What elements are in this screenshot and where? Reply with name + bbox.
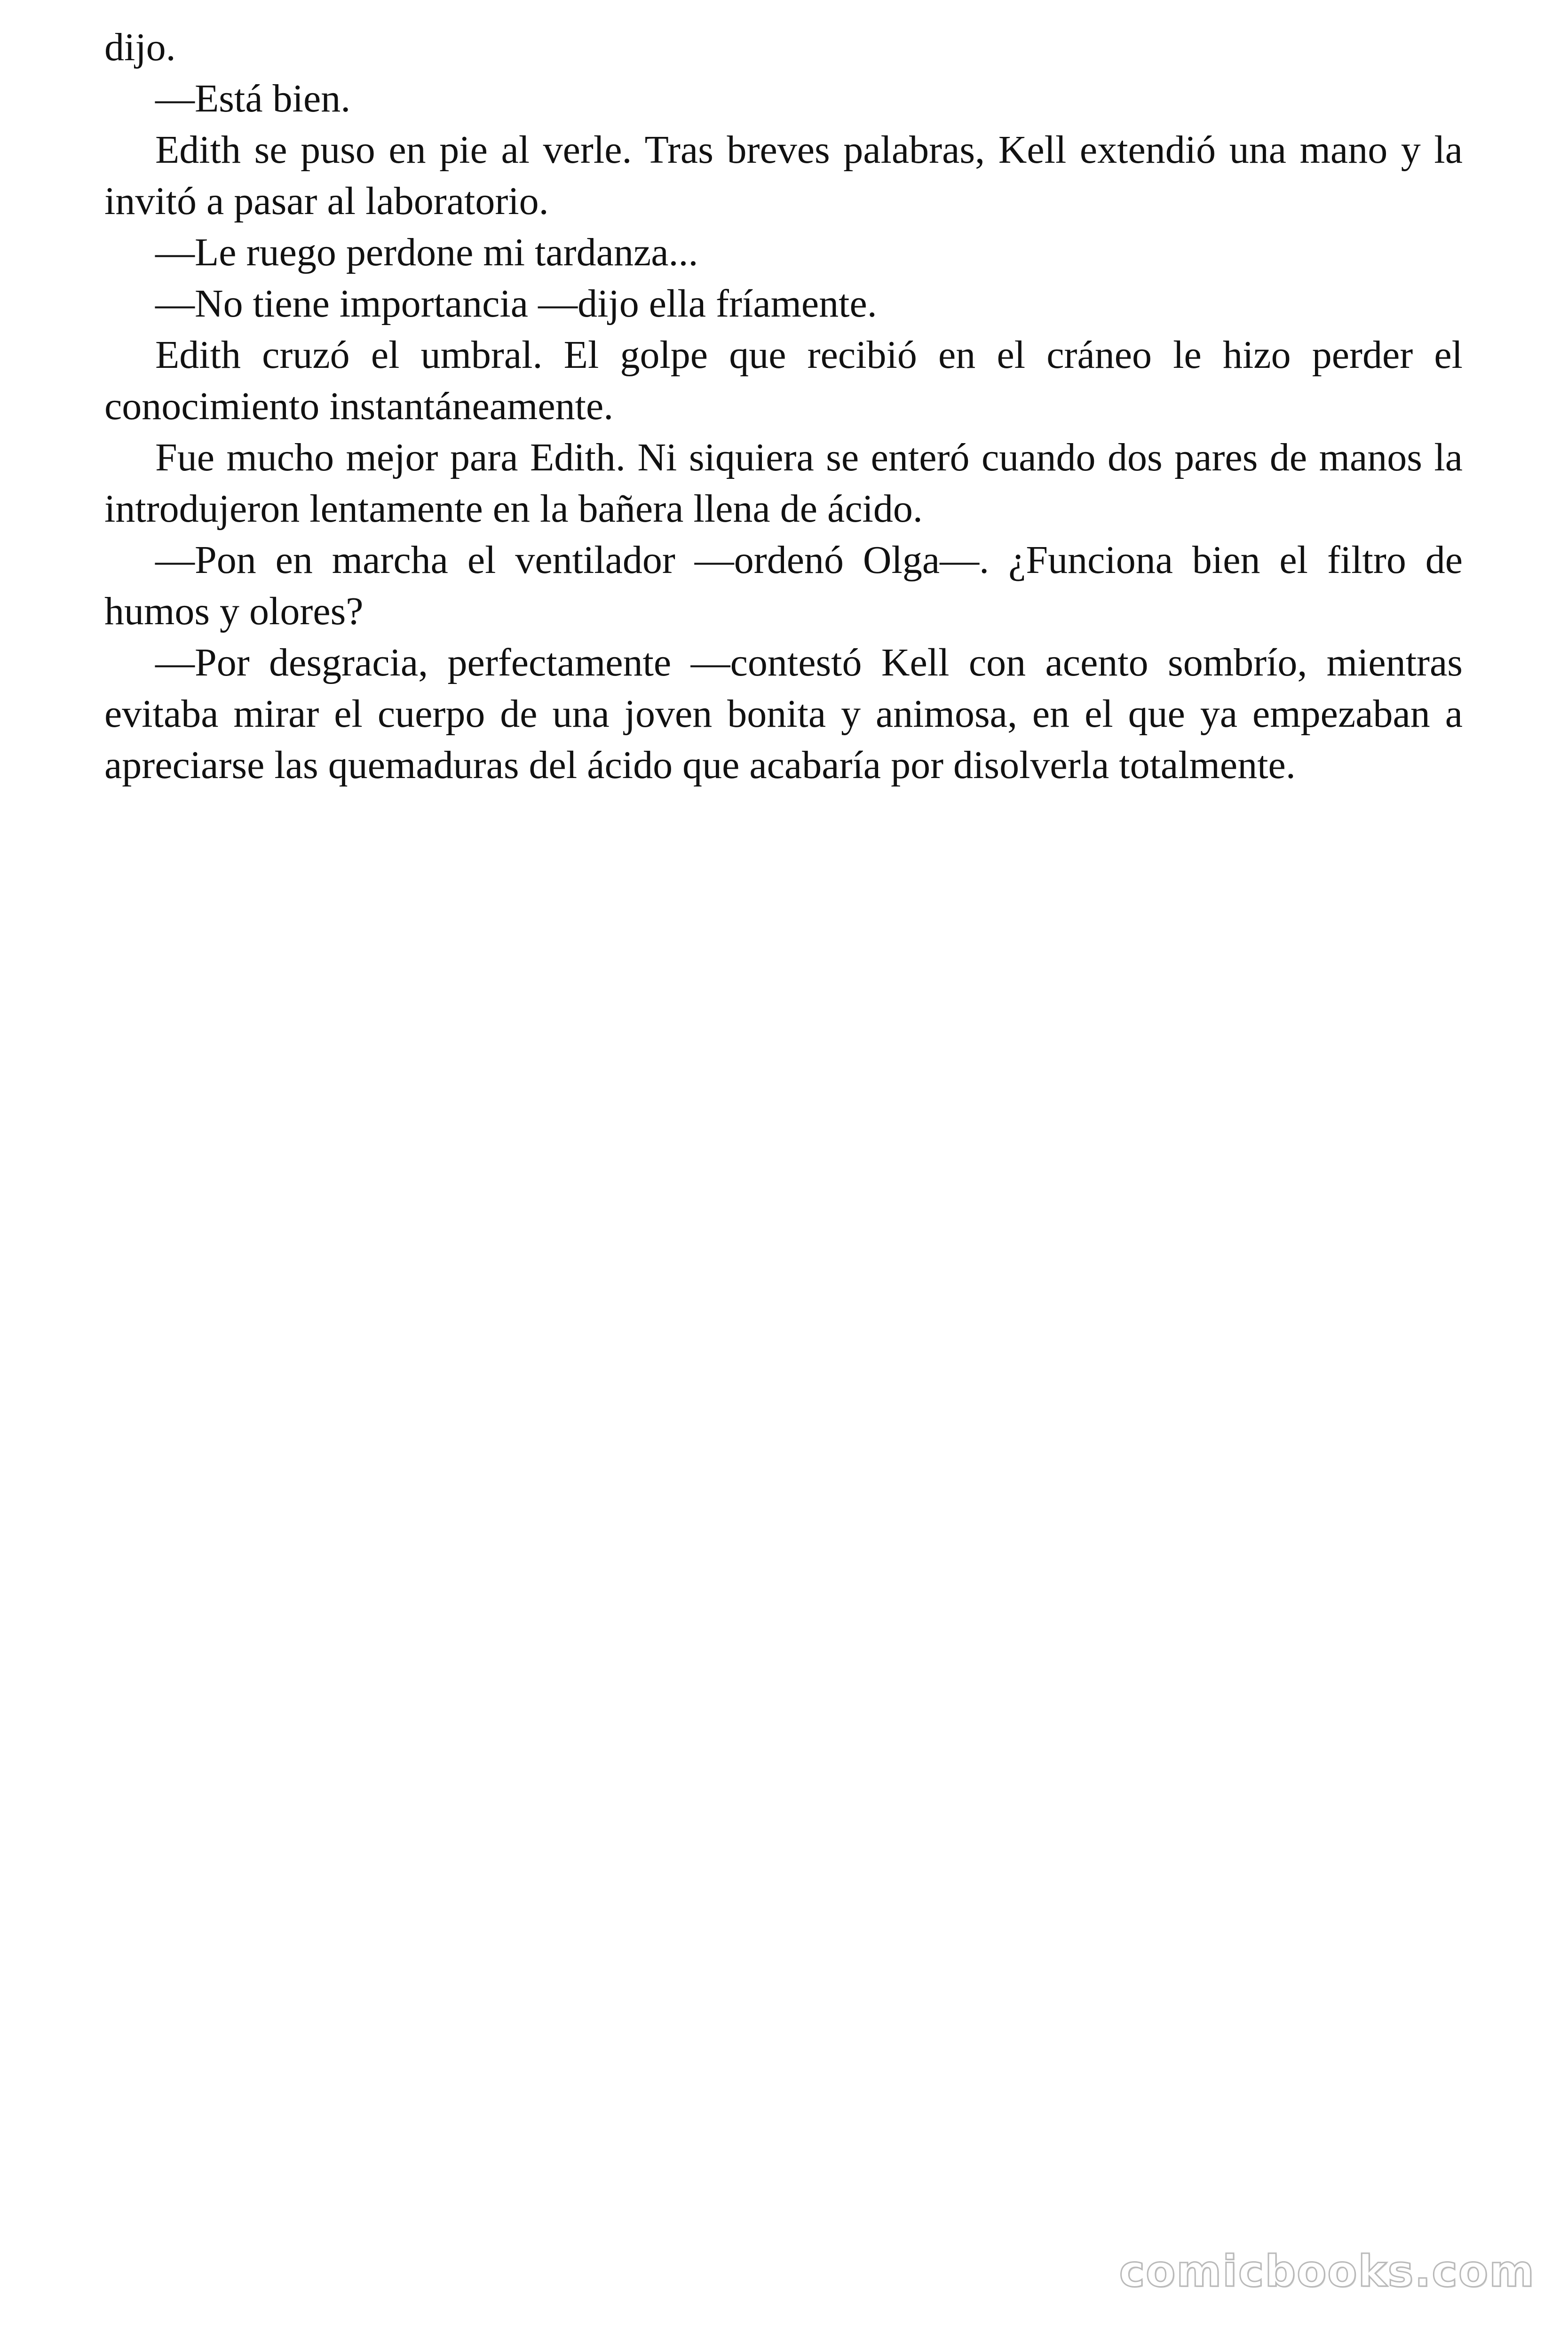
paragraph-8: —Pon en marcha el ventilador —ordenó Olga—. ¿Funciona bien el filtro de humos y olores? [104, 538, 1463, 633]
paragraph-1: dijo. [104, 25, 176, 69]
body-text [104, 22, 1463, 791]
paragraph-9: —Por desgracia, perfectamente —contestó Kell con acento sombrío, mientras evitaba mirar el cuerpo de una joven bonita y animosa, en el que ya empezaban a apreciarse las quemaduras del ácido que acabaría por disolverla totalmente. [104, 641, 1463, 787]
paragraph-4: —Le ruego perdone mi tardanza... [155, 230, 698, 274]
paragraph-7: Fue mucho mejor para Edith. Ni siquiera se enteró cuando dos pares de manos la introdujeron lentamente en la bañera llena de ácido. [104, 436, 1463, 531]
paragraph-3: Edith se puso en pie al verle. Tras breves palabras, Kell extendió una mano y la invitó a pasar al laboratorio. [104, 128, 1463, 223]
watermark: comicbooks.com [1119, 2246, 1535, 2296]
paragraph-2: —Está bien. [155, 77, 351, 120]
paragraph-5: —No tiene importancia —dijo ella fríamente. [155, 282, 877, 326]
paragraph-6: Edith cruzó el umbral. El golpe que recibió en el cráneo le hizo perder el conocimiento instantáneamente. [104, 333, 1463, 428]
